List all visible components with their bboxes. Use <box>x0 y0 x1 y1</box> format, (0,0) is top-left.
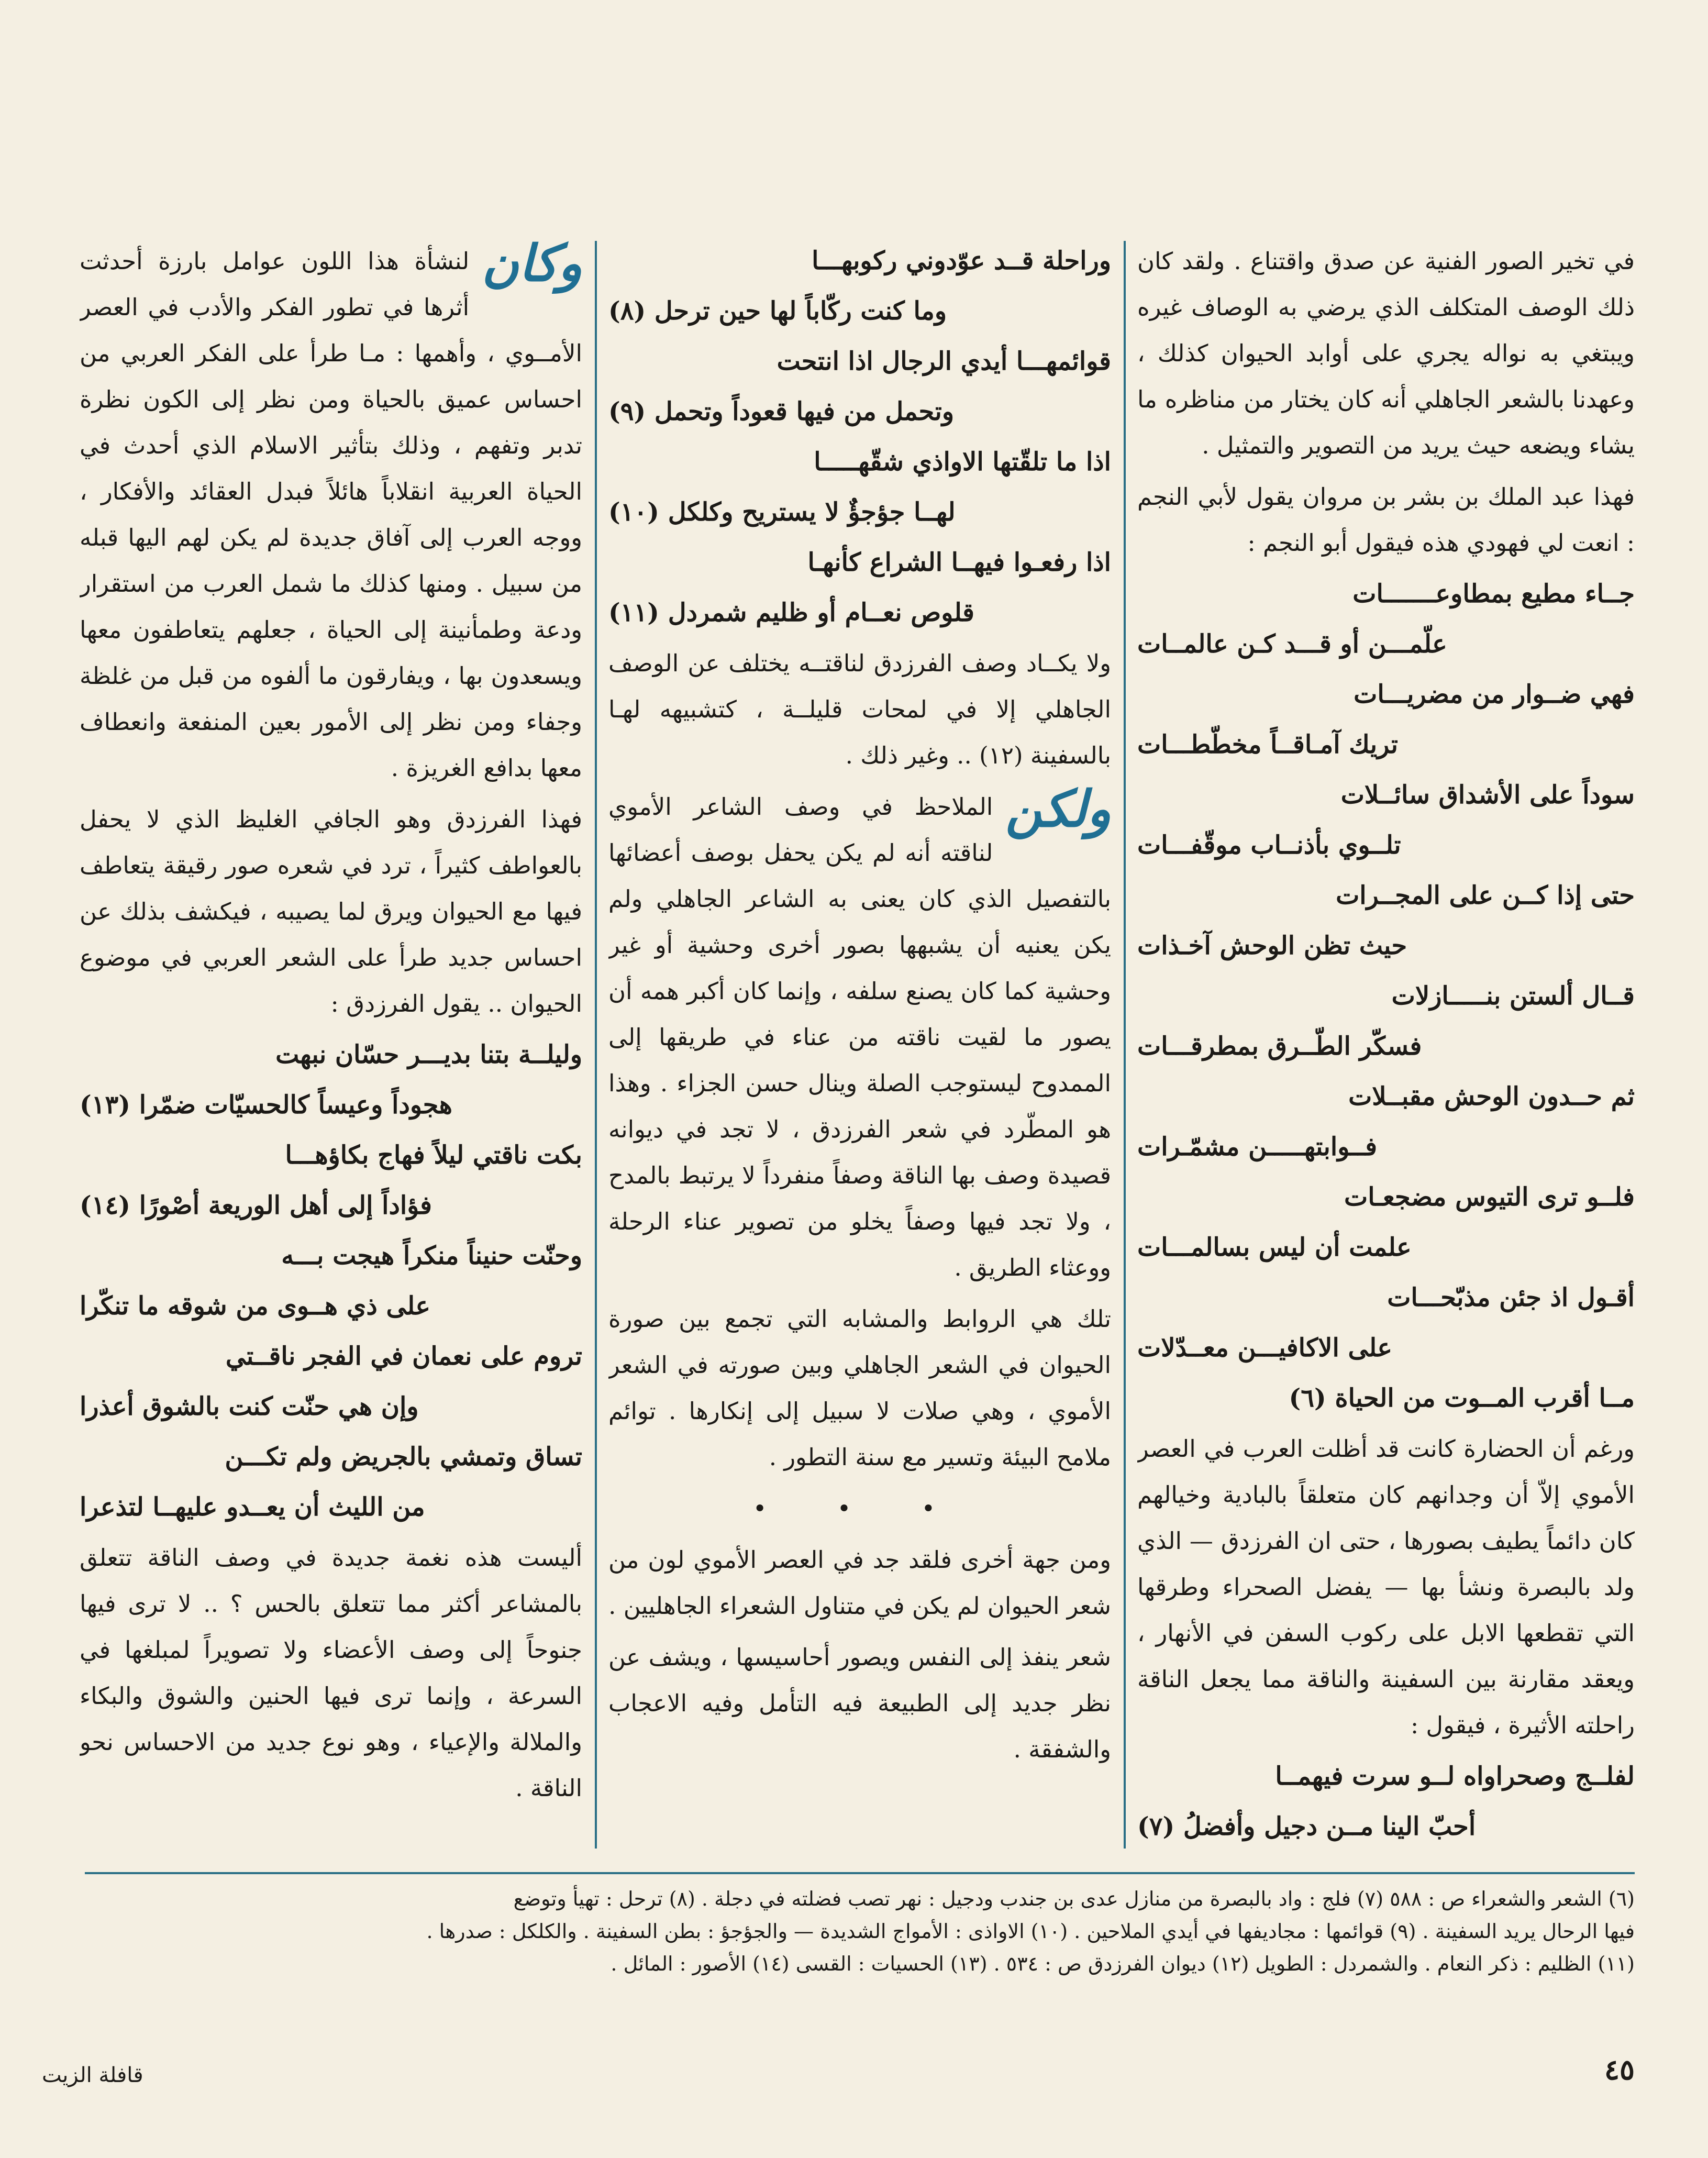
column-divider <box>595 241 597 1849</box>
paragraph-text: لنشأة هذا اللون عوامل بارزة أحدثت أثرها في تطور الفكر والأدب في العصر الأمــوي ، وأهمها : مـا طرأ على الفكر العربي من احساس عميق بالحياة ومن نظر إلى الكون نظرة تدبر وتفهم ، وذلك بتأثير الاسلام الذي أحدث في الحياة العربية انقلاباً هائلاً فبدل العقائد والأفكار ، ووجه العرب إلى آفاق جديدة لم يكن لهم اليها قبله من سبيل . ومنها كذلك ما شمل العرب من استقرار ودعة وطمأنينة إلى الحياة ، جعلهم يتعاطفون معها ويسعدون بها ، ويفارقون ما ألفوه من قبل من غلظة وجفاء ومن نظر إلى الأمور بعين المنفعة وانعطاف معها بدافع الغريزة . <box>80 247 582 782</box>
verse: اذا رفعـوا فيهــا الشراع كأنهـا <box>807 548 1111 577</box>
paragraph: شعر ينفذ إلى النفس ويصور أحاسيسها ، ويشف عن نظر جديد إلى الطبيعة فيه التأمل وفيه الاعجاب والشفقة . <box>608 1643 1111 1763</box>
verse: فلــو ترى التيوس مضجعـات <box>1344 1182 1635 1212</box>
paragraph: ومن جهة أخرى فلقد جد في العصر الأموي لون من شعر الحيوان لم يكن في متناول الشعراء الجاهليين . <box>608 1546 1111 1620</box>
verse: لهــا جؤجؤٌ لا يستريح وكلكل (١٠) <box>608 497 956 527</box>
verse: حتى إذا كــن على المجــرات <box>1336 881 1635 910</box>
verse: تساق وتمشي بالجريض ولم تكـــن <box>225 1442 582 1471</box>
verse: فؤاداً إلى أهل الوريعة أصْورًا (١٤) <box>80 1191 432 1220</box>
verse: بكت ناقتي ليلاً فهاج بكاؤهـــا <box>285 1141 582 1170</box>
verse: فهي ضــوار من مضريـــات <box>1354 680 1635 709</box>
poem <box>608 238 1111 635</box>
drop-cap: وكان <box>482 238 582 293</box>
verse: سوداً على الأشداق سائــلات <box>1340 780 1635 810</box>
column-left <box>80 238 582 1854</box>
column-right <box>1137 238 1635 1854</box>
verse: وراحلة قــد عوّدوني ركوبهـــا <box>812 246 1111 275</box>
verse: ثم حــدون الوحش مقبــلات <box>1348 1082 1635 1111</box>
verse: قلوص نعــام أو ظليم شمردل (١١) <box>608 598 974 627</box>
column-middle <box>608 238 1111 1854</box>
paragraph: في تخير الصور الفنية عن صدق واقتناع . ولقد كان ذلك الوصف المتكلف الذي يرضي به الوصاف غيره ويبتغي به نواله يجري على أوابد الحيوان كذلك ، وعهدنا بالشعر الجاهلي أنه كان يختار من مناظره ما يشاء ويضعه حيث يريد من التصوير والتمثيل . <box>1137 247 1635 459</box>
footnotes <box>85 1883 1635 1980</box>
drop-cap: ولكن <box>1005 779 1111 838</box>
verse: على الاكافيـــن معــدّلات <box>1137 1333 1393 1363</box>
verse: وإن هي حنّت كنت بالشوق أعذرا <box>80 1392 419 1421</box>
verse: اذا ما تلقّتها الاواذي شقّهـــــا <box>814 447 1111 477</box>
paragraph <box>80 238 582 791</box>
verse: تلــوي بأذنــاب موقّفـــات <box>1137 831 1401 860</box>
verse: فسكّر الطّــرق بمطرقـــات <box>1137 1032 1422 1061</box>
verse: وتحمل من فيها قعوداً وتحمل (٩) <box>608 397 955 426</box>
paragraph-text: الملاحظ في وصف الشاعر الأموي لناقته أنه لم يكن يحفل بوصف أعضائها بالتفصيل الذي كان يعنى به الشاعر الجاهلي ولم يكن يعنيه أن يشبهها بصور أخرى وحشية أو غير وحشية كما كان يصنع سلفه ، وإنما كان أكبر همه أن يصور ما لقيت ناقته من عناء في طريقها إلى الممدوح ليستوجب الصلة وينال حسن الجزاء . وهذا هو المطّرد في شعر الفرزدق ، لا تجد في ديوانه قصيدة وصف بها الناقة وصفاً منفرداً لا يرتبط بالمدح ، ولا تجد فيها وصفاً يخلو من تصوير عناء الرحلة ووعثاء الطريق . <box>608 793 1111 1281</box>
paragraph: تلك هي الروابط والمشابه التي تجمع بين صورة الحيوان في الشعر الجاهلي وبين صورته في الشعر الأموي ، وهي صلات لا سبيل إلى إنكارها . توائم ملامح البيئة وتسير مع سنة التطور . <box>608 1305 1111 1471</box>
footnote-line: (١١) الظليم : ذكر النعام . والشمردل : الطويل (١٢) ديوان الفرزدق ص : ٥٣٤ . (١٣) الحسيات : القسى (١٤) الأصور : المائل . <box>611 1952 1635 1975</box>
verse: تريك آمـاقــاً مخطّطـــات <box>1137 730 1398 759</box>
verse: وما كنت ركّاباً لها حين ترحل (٨) <box>608 296 947 326</box>
verse: قوائمهـــا أيدي الرجال اذا انتحت <box>777 347 1111 376</box>
verse: علمت أن ليس بسالمـــات <box>1137 1233 1412 1262</box>
verse: تروم على نعمان في الفجر ناقــتي <box>225 1342 582 1371</box>
magazine-name: قافلة الزيت <box>42 2063 143 2087</box>
page-number: ٤٥ <box>1604 2053 1635 2086</box>
verse: على ذي هــوى من شوقه ما تنكّرا <box>80 1291 431 1321</box>
section-separator: • • • <box>752 1495 967 1522</box>
paragraph: أليست هذه نغمة جديدة في وصف الناقة تتعلق بالمشاعر أكثر مما تتعلق بالحس ؟ .. لا ترى فيها جنوحاً إلى وصف الأعضاء ولا تصويراً لمبلغها في السرعة ، وإنما ترى فيها الحنين والشوق والبكاء والملالة والإعياء ، وهو نوع جديد من الاحساس نحو الناقة . <box>80 1544 582 1802</box>
verse: هجوداً وعيساً كالحسيّات ضمّرا (١٣) <box>80 1090 452 1120</box>
verse: أقـول اذ جئن مذبّحـــات <box>1387 1283 1635 1312</box>
verse: فــوابتهـــــن مشمّـرات <box>1137 1132 1378 1161</box>
verse: من الليث أن يعــدو عليهــا لتذعرا <box>80 1492 425 1522</box>
paragraph <box>608 779 1111 1291</box>
verse: لفلــج وصحراواه لــو سرت فيهمــا <box>1275 1762 1635 1791</box>
verse: حيث تظن الوحش آخـذات <box>1137 931 1407 960</box>
verse: أحبّ الينا مــن دجيل وأفضلُ (٧) <box>1137 1812 1476 1841</box>
footnote-line: فيها الرحال يريد السفينة . (٩) قوائمها : مجاديفها في أيدي الملاحين . (١٠) الاواذى : الأمواج الشديدة — والجؤجؤ : بطن السفينة . والكلكل : صدرها . <box>426 1920 1635 1943</box>
paragraph: ولا يكــاد وصف الفرزدق لناقتــه يختلف عن الوصف الجاهلي إلا في لمحات قليلــة ، كتشبيهه لهـا بالسفينة (١٢) .. وغير ذلك . <box>608 649 1111 769</box>
paragraph: فهذا عبد الملك بن بشر بن مروان يقول لأبي النجم : انعت لي فهودي هذه فيقول أبو النجم : <box>1137 483 1635 557</box>
verse: علّمـــن أو قـــد كـن عالمــات <box>1137 629 1447 659</box>
verse: وحنّت حنيناً منكراً هيجت بـــه <box>281 1241 582 1270</box>
column-divider <box>1124 241 1126 1849</box>
poem <box>80 1032 582 1530</box>
verse: وليلــة بتنا بديـــر حسّان نبهت <box>275 1040 582 1069</box>
footnote-divider <box>85 1872 1635 1874</box>
poem <box>1137 571 1635 1421</box>
footnote-line: (٦) الشعر والشعراء ص : ٥٨٨ (٧) فلج : واد بالبصرة من منازل عدى بن جندب ودجيل : نهر تصب فضلته في دجلة . (٨) ترحل : تهيأ وتوضع <box>513 1887 1635 1910</box>
verse: جــاء مطيع بمطاوعـــــــات <box>1352 579 1635 608</box>
paragraph: ورغم أن الحضارة كانت قد أظلت العرب في العصر الأموي إلاّ أن وجدانهم كان متعلقاً بالبادية وخيالهم كان دائماً يطيف بصورها ، حتى ان الفرزدق — الذي ولد بالبصرة ونشأ بها — يفضل الصحراء وطرقها التي تقطعها الابل على ركوب السفن في الأنهار ، ويعقد مقارنة بين السفينة والناقة مما يجعل الناقة راحلته الأثيرة ، فيقول : <box>1137 1435 1635 1739</box>
paragraph: فهذا الفرزدق وهو الجافي الغليظ الذي لا يحفل بالعواطف كثيراً ، ترد في شعره صور رقيقة يتعاطف فيها مع الحيوان ويرق لما يصيبه ، فيكشف بذلك عن احساس جديد طرأ على الشعر العربي في موضوع الحيوان .. يقول الفرزدق : <box>80 805 582 1017</box>
verse: مــا أقرب المــوت من الحياة (٦) <box>1289 1384 1635 1413</box>
verse: قــال ألستن بنـــــازلات <box>1391 981 1635 1011</box>
